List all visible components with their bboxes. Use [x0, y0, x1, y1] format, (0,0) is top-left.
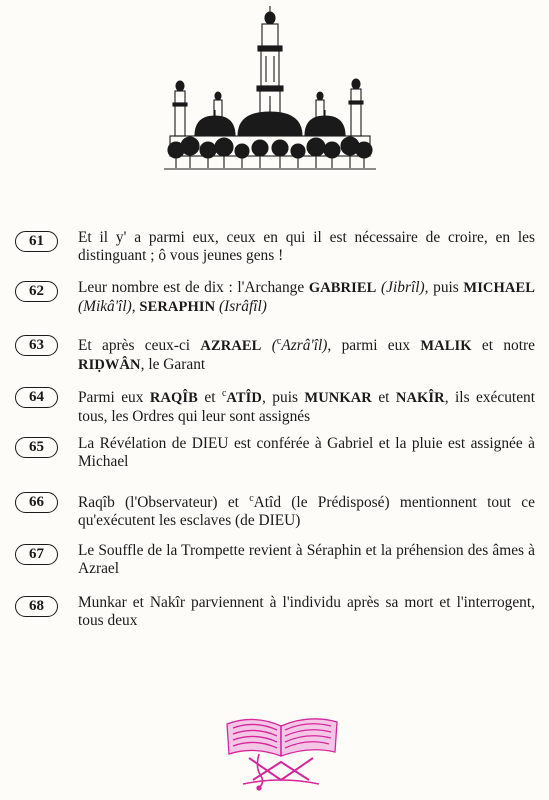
verse-number: 67 — [15, 544, 58, 565]
verse-text — [78, 385, 535, 425]
verse-text-run: , ils exécutent tous, les Ordres qui leur sont assignés — [78, 389, 535, 425]
verse-text-run: Et il y' a parmi eux, ceux en qui il est nécessaire de croire, en les distinguant ; ô vous jeunes gens ! — [78, 229, 535, 264]
ayn-superscript: c — [276, 336, 282, 347]
angel-name: RIḌWÂN — [78, 356, 141, 373]
angel-name: RAQÎB — [149, 390, 198, 406]
verse-number: 64 — [15, 387, 58, 408]
verse-number: 61 — [15, 231, 58, 252]
verse-text-run: , — [131, 297, 140, 315]
arabic-transliteration: Azrâ'îl) — [281, 337, 328, 354]
verse-text — [78, 490, 535, 529]
angel-name: SERAPHIN — [139, 298, 216, 315]
arabic-transliteration: (Isrâfîl) — [219, 297, 267, 315]
verse-text-run: La Révélation de DIEU est conférée à Gabriel et la pluie est assignée à Michael — [78, 435, 535, 470]
verse-text — [78, 542, 535, 577]
angel-name: ATÎD — [226, 390, 262, 406]
verse-number: 63 — [15, 335, 58, 356]
angel-name: GABRIEL — [308, 280, 377, 296]
verse-text-run: Parmi eux — [78, 389, 150, 406]
verse-text-run: , puis — [424, 279, 464, 296]
quran-on-stand-icon — [219, 710, 345, 792]
verse-text-run: Raqîb (l'Observateur) et — [78, 494, 250, 511]
verse-number: 65 — [15, 437, 58, 458]
verse-number: 62 — [15, 281, 58, 302]
arabic-transliteration: (Mikâ'îl) — [78, 297, 132, 315]
verse-text-run: , le Garant — [140, 355, 206, 373]
verse-text-run: et notre — [471, 337, 535, 354]
verse-text-run: , puis — [262, 389, 305, 406]
verse-text-run: Munkar et Nakîr parviennent à l'individu après sa mort et l'interrogent, tous deux — [78, 594, 535, 629]
verse-text — [78, 435, 535, 470]
mosque-icon — [160, 4, 380, 172]
verse-text-run — [261, 337, 271, 354]
verse-text — [78, 279, 535, 316]
verse-text — [78, 229, 535, 264]
angel-name: NAKÎR — [395, 390, 445, 406]
angel-name: MUNKAR — [304, 390, 372, 406]
angel-name: AZRAEL — [200, 338, 262, 354]
angel-name: MICHAEL — [463, 280, 535, 296]
verse-text-run: Atîd (le Prédisposé) mentionnent tout ce qu'exécutent les esclaves (de DIEU) — [78, 494, 535, 529]
verse-text-run: et — [371, 389, 396, 406]
verse-number: 66 — [15, 492, 58, 513]
verse-text-run: Le Souffle de la Trompette revient à Séraphin et la préhension des âmes à Azrael — [78, 542, 535, 577]
arabic-transliteration: ( — [271, 337, 277, 354]
arabic-transliteration: (Jibrîl) — [381, 279, 425, 296]
verse-text-run: et — [197, 389, 222, 406]
verse-text-run: Leur nombre est de dix : l'Archange — [78, 279, 309, 296]
verse-text — [78, 594, 535, 629]
angel-name: MALIK — [420, 338, 472, 354]
ayn-superscript: c — [221, 388, 227, 399]
verse-text-run: , parmi eux — [327, 337, 421, 354]
verse-text-run: Et après ceux-ci — [78, 337, 201, 354]
verse-number: 68 — [15, 596, 58, 617]
verse-text — [78, 333, 535, 374]
ayn-superscript: c — [249, 493, 254, 504]
